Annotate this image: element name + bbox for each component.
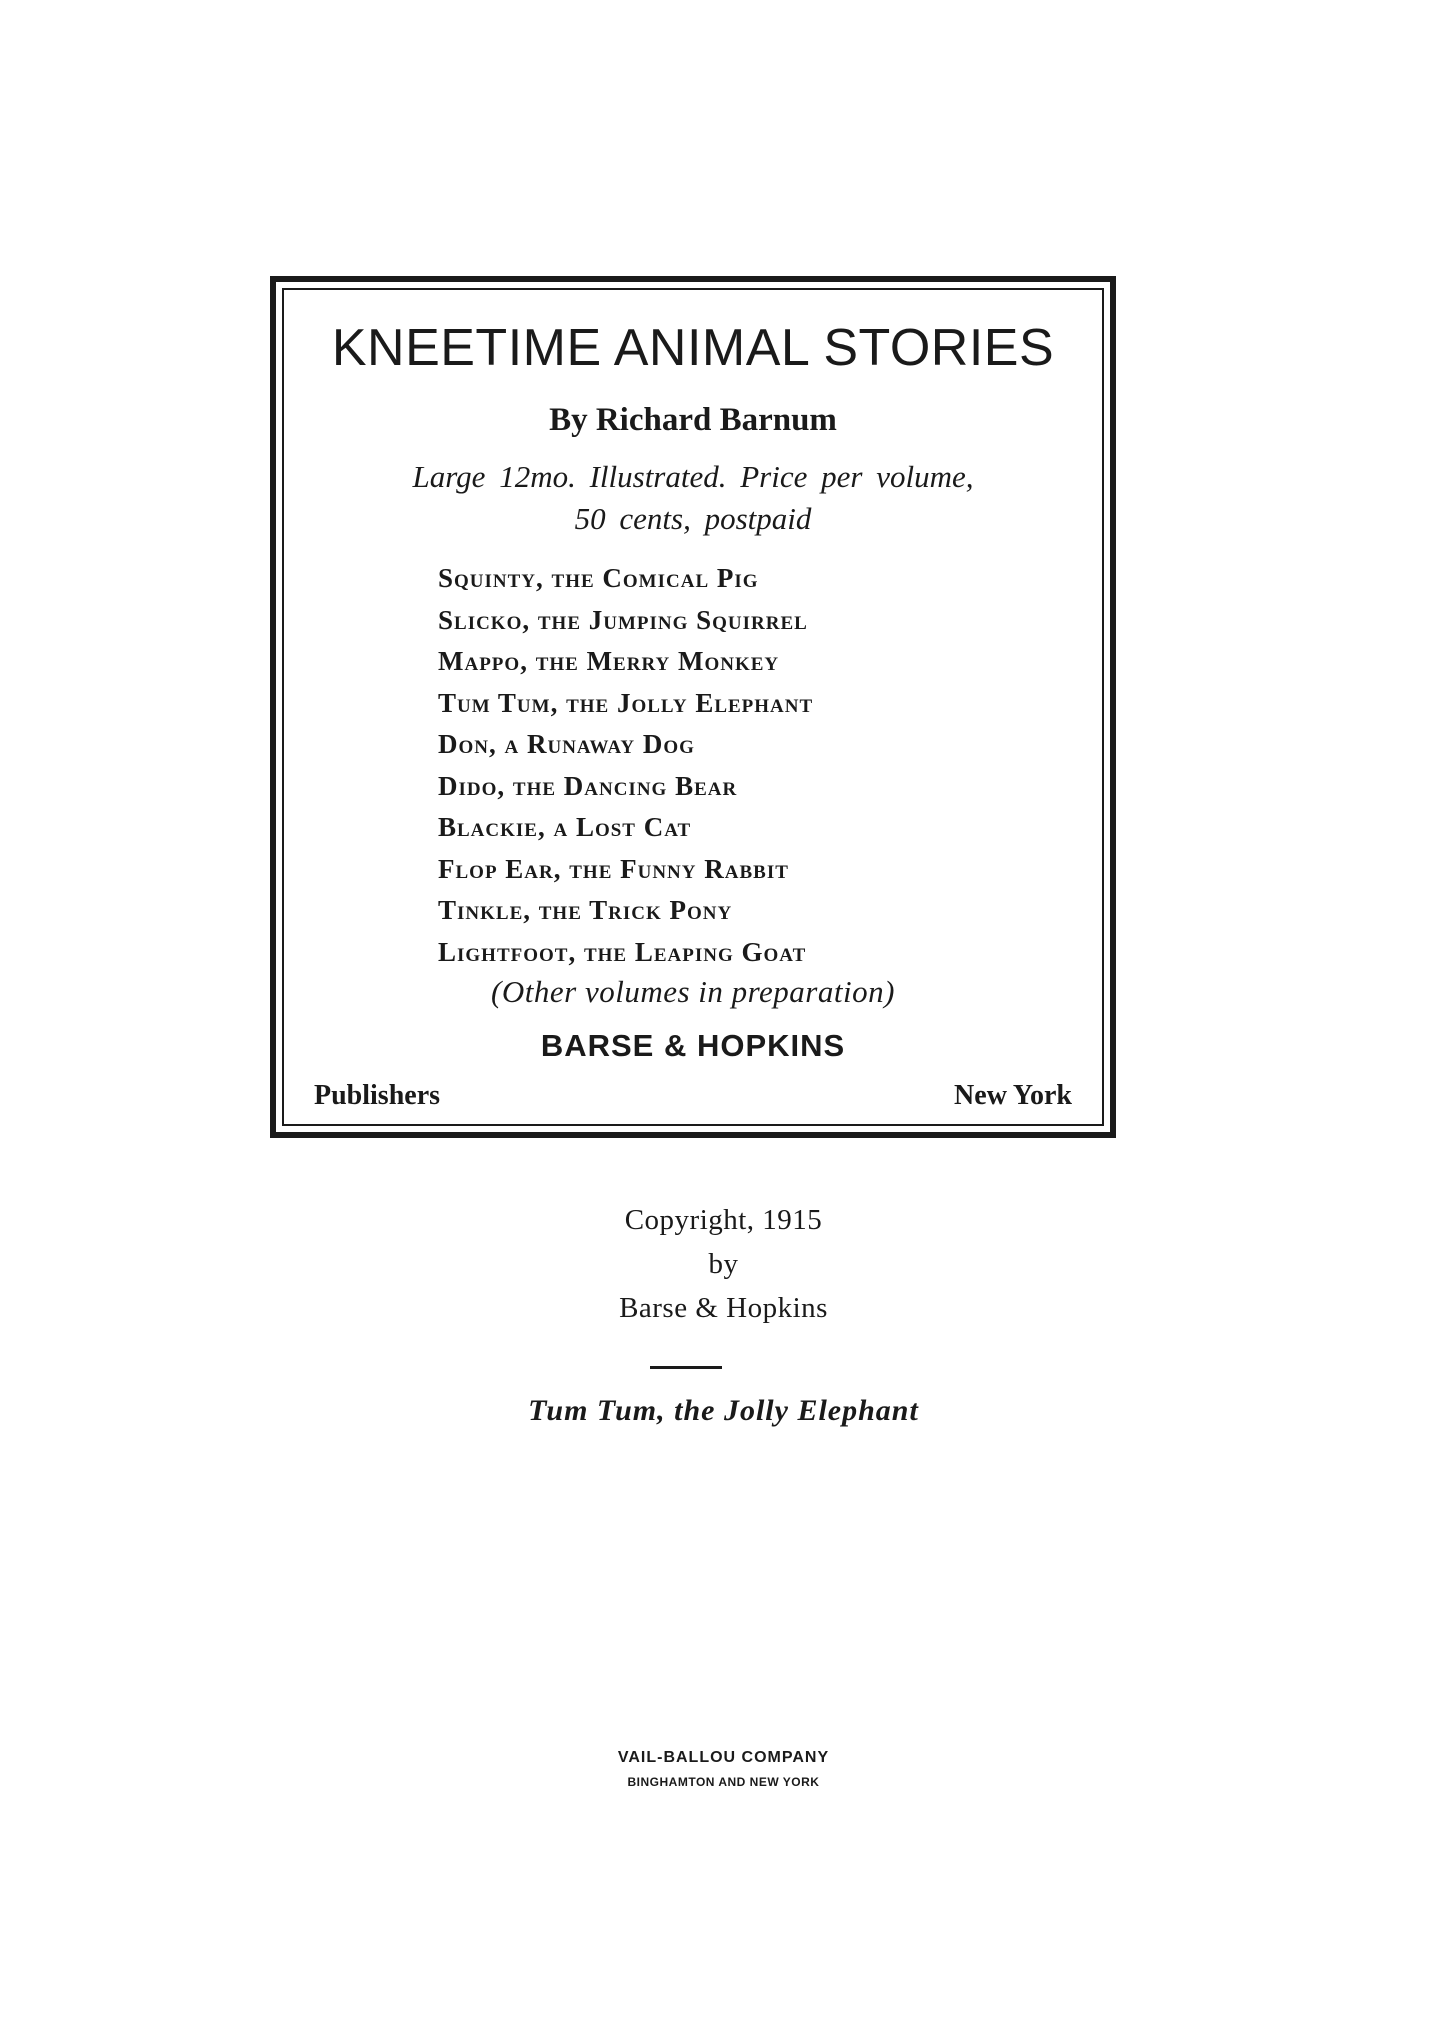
series-title-item: Squinty, the Comical Pig — [438, 563, 759, 593]
price-description — [284, 456, 1102, 540]
printer-name: VAIL-BALLOU COMPANY — [617, 1749, 830, 1766]
price-line-2: 50 cents, postpaid — [574, 501, 812, 536]
copyright-notice — [0, 1198, 1447, 1330]
series-title: KNEETIME ANIMAL STORIES — [331, 319, 1055, 377]
series-title-item: Slicko, the Jumping Squirrel — [438, 604, 808, 635]
series-author: By Richard Barnum — [549, 402, 837, 438]
copyright-holder: Barse & Hopkins — [619, 1292, 828, 1324]
publisher-city: New York — [954, 1080, 1072, 1111]
series-advertisement-box — [270, 276, 1116, 1138]
copyright-by: by — [708, 1248, 739, 1280]
preparation-note: (Other volumes in preparation) — [491, 974, 895, 1009]
series-title-item: Tinkle, the Trick Pony — [438, 895, 733, 925]
series-title-item: Dido, the Dancing Bear — [438, 770, 738, 801]
series-advertisement-inner-border — [282, 288, 1104, 1126]
series-title-item: Blackie, a Lost Cat — [438, 812, 692, 842]
series-title-item: Mappo, the Merry Monkey — [438, 646, 780, 676]
printer-imprint — [0, 1746, 1447, 1794]
printer-location: BINGHAMTON AND NEW YORK — [627, 1775, 820, 1789]
divider-rule — [650, 1366, 722, 1369]
book-title: Tum Tum, the Jolly Elephant — [528, 1394, 919, 1427]
series-title-item: Lightfoot, the Leaping Goat — [438, 936, 807, 967]
publishers-label: Publishers — [314, 1080, 441, 1111]
publisher-name: BARSE & HOPKINS — [540, 1028, 846, 1063]
copyright-line: Copyright, 1915 — [624, 1204, 823, 1236]
series-title-item: Flop Ear, the Funny Rabbit — [438, 853, 789, 884]
series-titles-list — [438, 558, 813, 973]
series-title-item: Don, a Runaway Dog — [438, 729, 695, 759]
series-title-item: Tum Tum, the Jolly Elephant — [438, 687, 814, 718]
price-line-1: Large 12mo. Illustrated. Price per volume, — [412, 459, 974, 494]
